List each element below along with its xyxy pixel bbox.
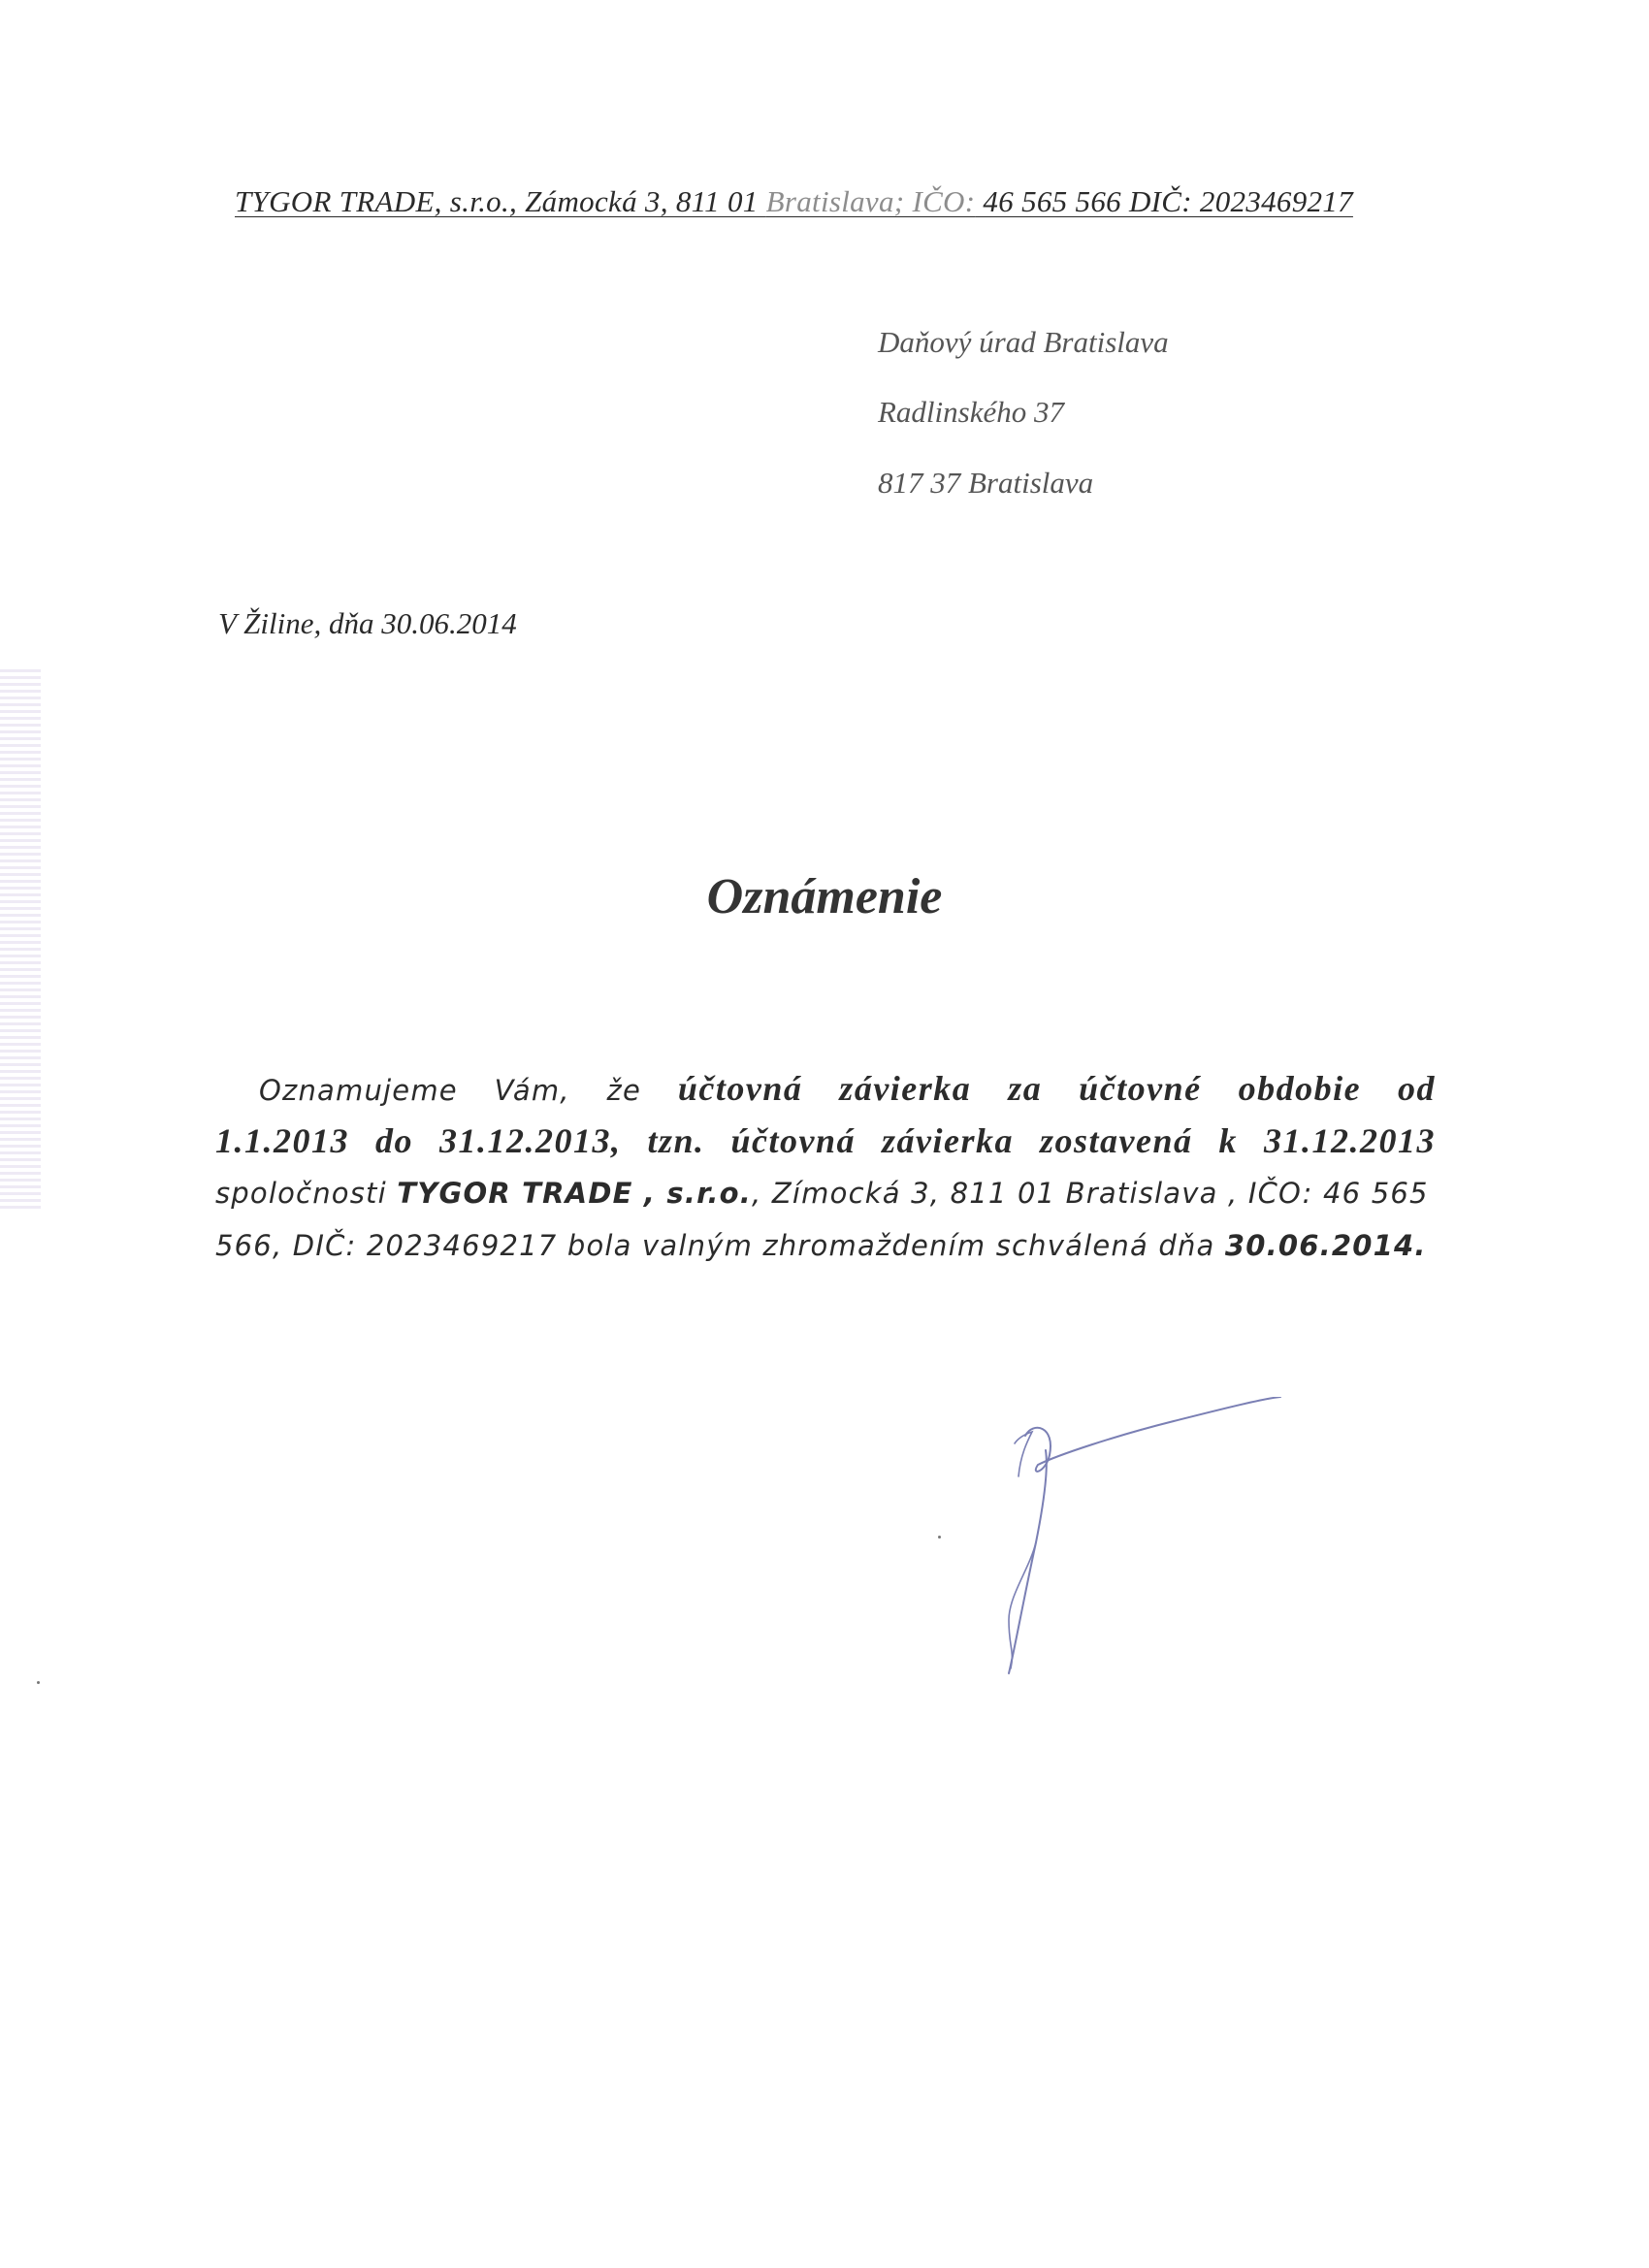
body-line-1-normal: Oznamujeme Vám, že [259, 1074, 642, 1107]
company-header-ids: 46 565 566 DIČ: 2023469217 [975, 184, 1353, 218]
body-line-2-bold: 1.1.2013 do 31.12.2013, tzn. účtovná závierka zostavená k 31.12.2013 [215, 1121, 1436, 1160]
recipient-street: Radlinského 37 [878, 395, 1064, 429]
document-title [0, 868, 1649, 925]
company-header-text: TYGOR TRADE, s.r.o., Zámocká 3, 811 01 [235, 184, 766, 218]
body-line-1 [215, 1062, 1436, 1115]
company-name-bold: TYGOR TRADE , s.r.o. [397, 1177, 753, 1210]
recipient-city: 817 37 Bratislava [878, 466, 1094, 500]
place-and-date: V Žiline, dňa 30.06.2014 [218, 606, 517, 640]
body-line-4-a: 566, DIČ: 2023469217 bola valným zhromaždením schválená dňa [215, 1229, 1225, 1262]
scan-edge-artifact [0, 669, 41, 1213]
body-line-3 [215, 1167, 1436, 1219]
body-line-1-bold: účtovná závierka za účtovné obdobie od [677, 1069, 1436, 1108]
notice-body [215, 1062, 1436, 1272]
recipient-name: Daňový úrad Bratislava [878, 325, 1169, 359]
body-line-3-a: spoločnosti [215, 1177, 398, 1210]
company-header-faded-text: Bratislava; IČO: [765, 184, 976, 218]
body-line-4 [215, 1219, 1436, 1272]
scan-speck [37, 1681, 40, 1684]
body-line-3-b: , Zímocká 3, 811 01 Bratislava , IČO: 46 565 [752, 1177, 1429, 1210]
approval-date-bold: 30.06.2014. [1224, 1229, 1427, 1262]
company-header [235, 184, 1353, 219]
body-line-2 [215, 1115, 1436, 1167]
scan-speck [938, 1536, 941, 1539]
handwritten-signature [922, 1397, 1310, 1688]
document-title-text: Oznámenie [706, 869, 943, 924]
